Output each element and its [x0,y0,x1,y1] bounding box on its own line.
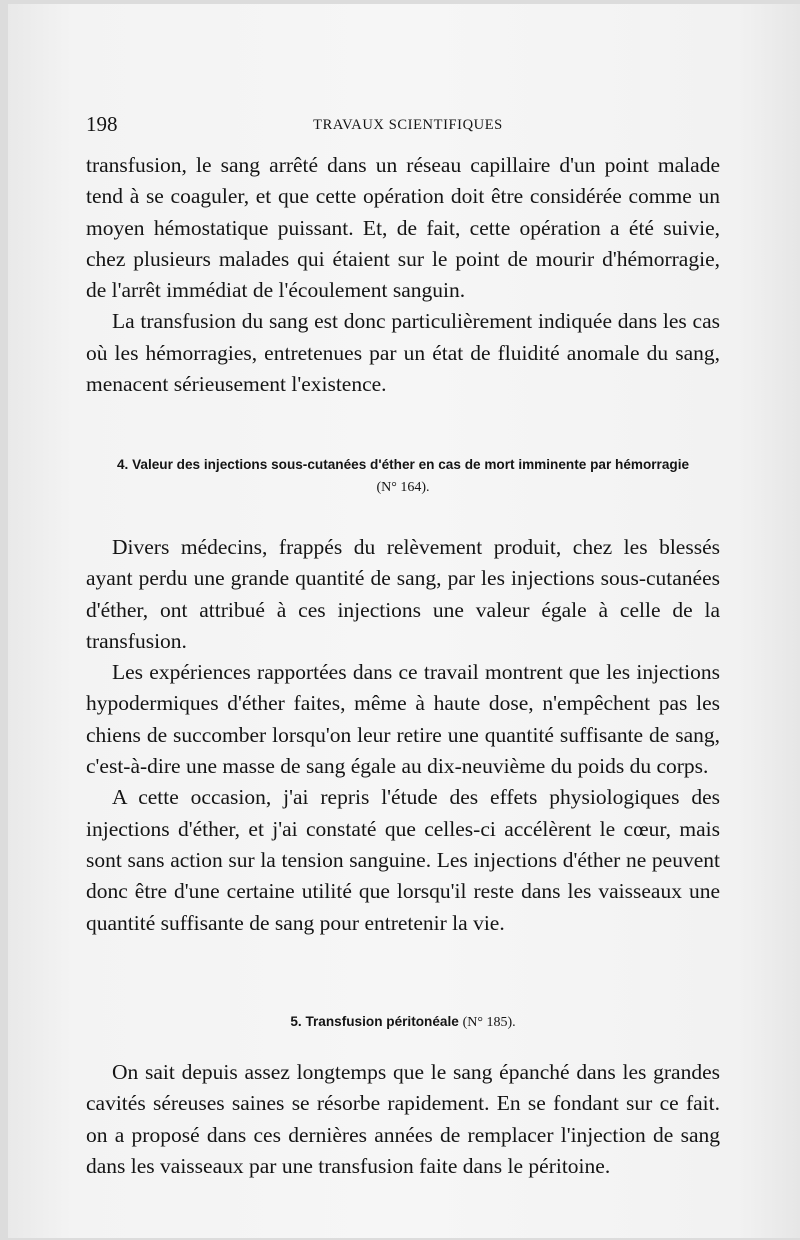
running-title: TRAVAUX SCIENTIFIQUES [313,117,503,133]
paragraph: transfusion, le sang arrêté dans un réseau capillaire d'un point malade tend à se coaguler, et que cette opération doit être considérée comme un moyen hémostatique puissant. Et, de fait, cette opération a été suivie, chez plusieurs malades qui étaient sur le point de mourir d'hémorragie, de l'arrêt immédiat de l'écoulement sanguin. [86,153,720,303]
text-block-peritoneal-transfusion [86,1057,720,1182]
page-number: 198 [86,112,118,136]
section-heading-5 [86,1010,720,1034]
section-title: 5. Transfusion péritonéale [290,1014,459,1029]
paragraph: La transfusion du sang est donc particulièrement indiquée dans les cas où les hémorragies, entretenues par un état de fluidité anomale du sang, menacent sérieusement l'existence. [86,309,720,397]
paragraph: Les expériences rapportées dans ce travail montrent que les injections hypodermiques d'éther faites, même à haute dose, n'empêchent pas les chiens de succomber lorsqu'on leur retire une quantité suffisante de sang, c'est-à-dire une masse de sang égale au dix-neuvième du poids du corps. [86,660,720,779]
paragraph: Divers médecins, frappés du relèvement produit, chez les blessés ayant perdu une grande quantité de sang, par les injections sous-cutanées d'éther, ont attribué à ces injections une valeur égale à celle de la transfusion. [86,535,720,653]
section-heading-4 [86,453,720,499]
section-title: 4. Valeur des injections sous-cutanées d'éther en cas de mort imminente par hémorragie [116,457,690,472]
text-block-transfusion [86,150,720,400]
page-header [86,110,730,138]
section-reference: (N° 164). [376,480,430,495]
section-reference: (N° 185). [462,1015,516,1030]
text-block-ether-injections [86,532,720,939]
paragraph: On sait depuis assez longtemps que le sang épanché dans les grandes cavités séreuses saines se résorbe rapidement. En se fondant sur ce fait. on a proposé dans ces dernières années de remplacer l'injection de sang dans les vaisseaux par une transfusion faite dans le péritoine. [86,1060,720,1178]
paragraph: A cette occasion, j'ai repris l'étude des effets physiologiques des injections d'éther, et j'ai constaté que celles-ci accélèrent le cœur, mais sont sans action sur la tension sanguine. Les injections d'éther ne peuvent donc être d'une certaine utilité que lorsqu'il reste dans les vaisseaux une quantité suffisante de sang pour entretenir la vie. [86,785,720,935]
book-page [8,4,800,1238]
